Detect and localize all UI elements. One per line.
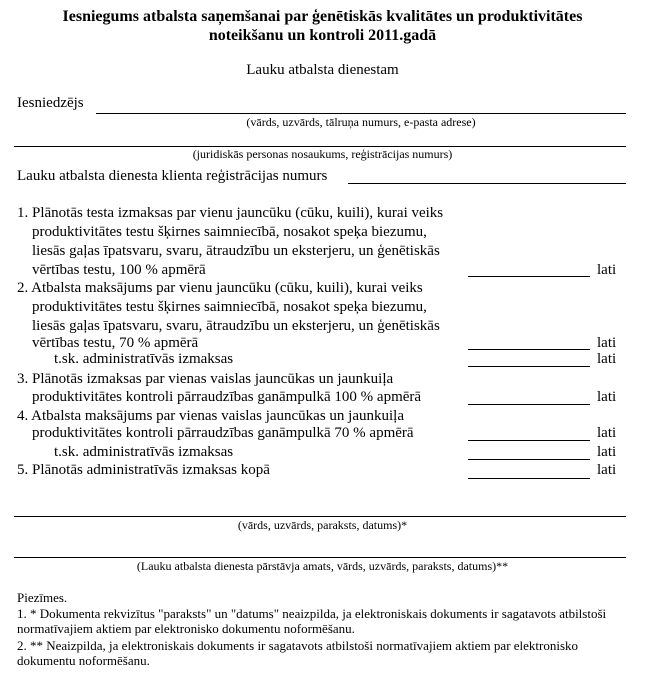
item-4-unit: lati <box>597 425 617 441</box>
item-2-admin-unit: lati <box>597 351 617 367</box>
note-1-line-1: 1. * Dokumenta rekvizītus "paraksts" un "datums" neaizpilda, ja elektroniskais dokuments ir sagatavots atbilstoši <box>17 606 607 621</box>
item-2-line-4: vērtības testu, 70 % apmērā <box>32 335 199 351</box>
item-1-line-2: produktivitātes testu šķirnes saimniecībā, nosakot speķa biezumu, <box>32 224 427 240</box>
item-1-line-4: vērtības testu, 100 % apmērā <box>32 262 206 278</box>
note-1-line-2: normatīvajiem aktiem par elektronisko dokumentu noformēšanu. <box>17 621 355 636</box>
item-2-unit: lati <box>597 335 617 351</box>
official-input-line[interactable] <box>14 557 626 558</box>
signature-hint: (vārds, uzvārds, paraksts, datums)* <box>237 518 408 532</box>
item-3-line-2: produktivitātes kontroli pārraudzības ganāmpulkā 100 % apmērā <box>32 389 422 405</box>
item-4-line-1: 4. Atbalsta maksājums par vienas vaislas jauncūkas un jaunkuiļa <box>17 408 404 424</box>
notes-title: Piezīmes. <box>17 590 68 605</box>
item-2-line-1: 2. Atbalsta maksājums par vienu jauncūku (cūku, kuili), kurai veiks <box>17 280 423 296</box>
client-reg-input-line[interactable] <box>348 183 626 184</box>
item-2-line-2: produktivitātes testu šķirnes saimniecībā, nosakot speķa biezumu, <box>32 299 427 315</box>
item-1-line-1: 1. Plānotās testa izmaksas par vienu jauncūku (cūku, kuili), kurai veiks <box>17 205 444 221</box>
applicant-label: Iesniedzējs <box>17 95 84 111</box>
item-4-admin-amount-field[interactable] <box>468 459 590 460</box>
applicant-hint: (vārds, uzvārds, tālruņa numurs, e-pasta adrese) <box>246 115 476 129</box>
legal-entity-hint: (juridiskās personas nosaukums, reģistrācijas numurs) <box>192 147 453 161</box>
item-5-unit: lati <box>597 462 617 478</box>
applicant-input-line[interactable] <box>96 113 626 114</box>
item-2-line-3: liesās gaļas īpatsvaru, svaru, ātraudzību un eksterjeru, un ģenētiskās <box>32 318 440 334</box>
item-3-amount-field[interactable] <box>468 404 590 405</box>
note-2-line-1: 2. ** Neaizpilda, ja elektroniskais dokuments ir sagatavots atbilstoši normatīvajiem aktiem par elektronisko <box>17 638 579 653</box>
official-hint: (Lauku atbalsta dienesta pārstāvja amats, vārds, uzvārds, paraksts, datums)** <box>136 559 509 573</box>
item-4-amount-field[interactable] <box>468 440 590 441</box>
client-reg-label: Lauku atbalsta dienesta klienta reģistrācijas numurs <box>17 168 328 184</box>
item-2-amount-field[interactable] <box>468 349 590 350</box>
item-3-line-1: 3. Plānotās izmaksas par vienas vaislas jauncūkas un jaunkuiļa <box>17 371 394 387</box>
item-4-admin-unit: lati <box>597 444 617 460</box>
note-2-line-2: dokumentu noformēšanu. <box>17 653 150 668</box>
document-title-line-1: Iesniegums atbalsta saņemšanai par ģenētiskās kvalitātes un produktivitātes <box>62 8 583 25</box>
item-2-admin-label: t.sk. administratīvās izmaksas <box>54 351 234 367</box>
item-4-line-2: produktivitātes kontroli pārraudzības ganāmpulkā 70 % apmērā <box>32 425 414 441</box>
document-title-line-2: noteikšanu un kontroli 2011.gadā <box>208 27 437 44</box>
item-1-unit: lati <box>597 262 617 278</box>
item-4-admin-label: t.sk. administratīvās izmaksas <box>54 444 234 460</box>
signature-input-line[interactable] <box>14 516 626 517</box>
recipient: Lauku atbalsta dienestam <box>246 62 399 78</box>
item-5-amount-field[interactable] <box>468 478 590 479</box>
item-3-unit: lati <box>597 389 617 405</box>
item-1-amount-field[interactable] <box>468 276 590 277</box>
item-2-admin-amount-field[interactable] <box>468 366 590 367</box>
item-5-line-1: 5. Plānotās administratīvās izmaksas kopā <box>17 462 270 478</box>
item-1-line-3: liesās gaļas īpatsvaru, svaru, ātraudzību un eksterjeru, un ģenētiskās <box>32 243 440 259</box>
